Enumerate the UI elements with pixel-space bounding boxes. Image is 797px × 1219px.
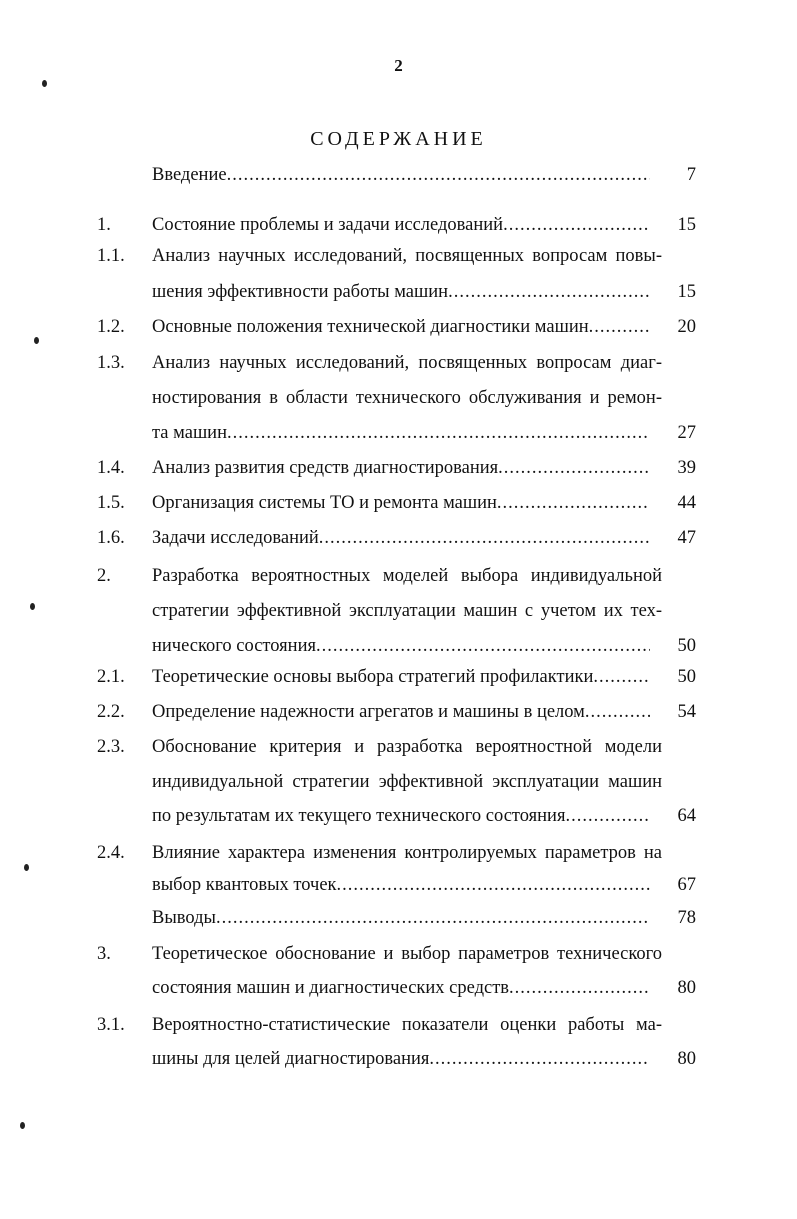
toc-entry-page: 15 (677, 282, 696, 302)
toc-entry-title: Задачи исследований (152, 528, 319, 548)
toc-entry-title: Определение надежности агрегатов и машины в целом (152, 702, 585, 722)
toc-entry-number: 2.2. (97, 702, 125, 722)
toc-entry-page: 80 (677, 1049, 696, 1069)
toc-entry-page: 39 (677, 458, 696, 478)
toc-entry-title: Теоретические основы выбора стратегий профилактики (152, 667, 594, 687)
toc-entry-number: 1.6. (97, 528, 125, 548)
toc-entry-title: ностирования в области технического обслуживания и ремон- (152, 388, 662, 408)
toc-entry-title: шения эффективности работы машин (152, 282, 449, 302)
toc-entry-title: Основные положения технической диагностики машин (152, 317, 589, 337)
toc-entry-title: Анализ развития средств диагностирования (152, 458, 499, 478)
toc-entry-title: Состояние проблемы и задачи исследований (152, 215, 504, 235)
toc-entry-page: 27 (677, 423, 696, 443)
toc-entry-page: 15 (677, 215, 696, 235)
toc-entry-page: 50 (677, 667, 696, 687)
toc-entry-title: та машин (152, 423, 227, 443)
toc-intro-entry (152, 163, 650, 187)
toc-entry-page: 47 (677, 528, 696, 548)
toc-entry-title: Анализ научных исследований, посвященных вопросам диаг- (152, 353, 662, 373)
toc-entry-title: индивидуальной стратегии эффективной эксплуатации машин (152, 772, 662, 792)
toc-entry-page: 44 (677, 493, 696, 513)
toc-entry-number: 1.4. (97, 458, 125, 478)
toc-entry-title: Выводы (152, 908, 216, 928)
toc-entry-title: выбор квантовых точек (152, 875, 337, 895)
toc-entry-number: 1.1. (97, 246, 125, 266)
toc-entry-number: 3. (97, 944, 111, 964)
toc-entry-number: 1.3. (97, 353, 125, 373)
page-number: 2 (394, 56, 403, 75)
toc-entry-page: 67 (677, 875, 696, 895)
toc-entry-page: 64 (677, 806, 696, 826)
toc-entry-number: 1.5. (97, 493, 125, 513)
toc-entry-title: по результатам их текущего технического состояния (152, 806, 566, 826)
toc-entry-number: 2.3. (97, 737, 125, 757)
toc-entry-title: состояния машин и диагностических средств (152, 978, 510, 998)
toc-entry-title: Вероятностно-статистические показатели оценки работы ма- (152, 1015, 662, 1035)
toc-entry-page: 78 (677, 908, 696, 928)
toc-entry-number: 3.1. (97, 1015, 125, 1035)
toc-entry-title: Разработка вероятностных моделей выбора индивидуальной (152, 566, 662, 586)
toc-entry-title: Организация системы ТО и ремонта машин (152, 493, 497, 513)
toc-intro-page: 7 (686, 165, 696, 185)
toc-entry-title: Анализ научных исследований, посвященных вопросам повы- (152, 246, 662, 266)
toc-entry-title: нического состояния (152, 636, 316, 656)
toc-entry-page: 80 (677, 978, 696, 998)
toc-entry-number: 1.2. (97, 317, 125, 337)
toc-entry-title: шины для целей диагностирования (152, 1049, 430, 1069)
toc-entry-page: 54 (677, 702, 696, 722)
toc-entry-title: Теоретическое обоснование и выбор параметров технического (152, 944, 662, 964)
toc-entry-page: 50 (677, 636, 696, 656)
toc-entry-page: 20 (677, 317, 696, 337)
toc-entry-number: 2.1. (97, 667, 125, 687)
toc-entry-number: 2. (97, 566, 111, 586)
toc-entry-title: Влияние характера изменения контролируемых параметров на (152, 843, 662, 863)
toc-entry-title: Обоснование критерия и разработка вероятностной модели (152, 737, 662, 757)
toc-entry-title: стратегии эффективной эксплуатации машин с учетом их тех- (152, 601, 662, 621)
toc-intro-label: Введение (152, 165, 227, 185)
toc-entry-number: 1. (97, 215, 111, 235)
toc-title: СОДЕРЖАНИЕ (310, 128, 487, 150)
toc-entry-number: 2.4. (97, 843, 125, 863)
